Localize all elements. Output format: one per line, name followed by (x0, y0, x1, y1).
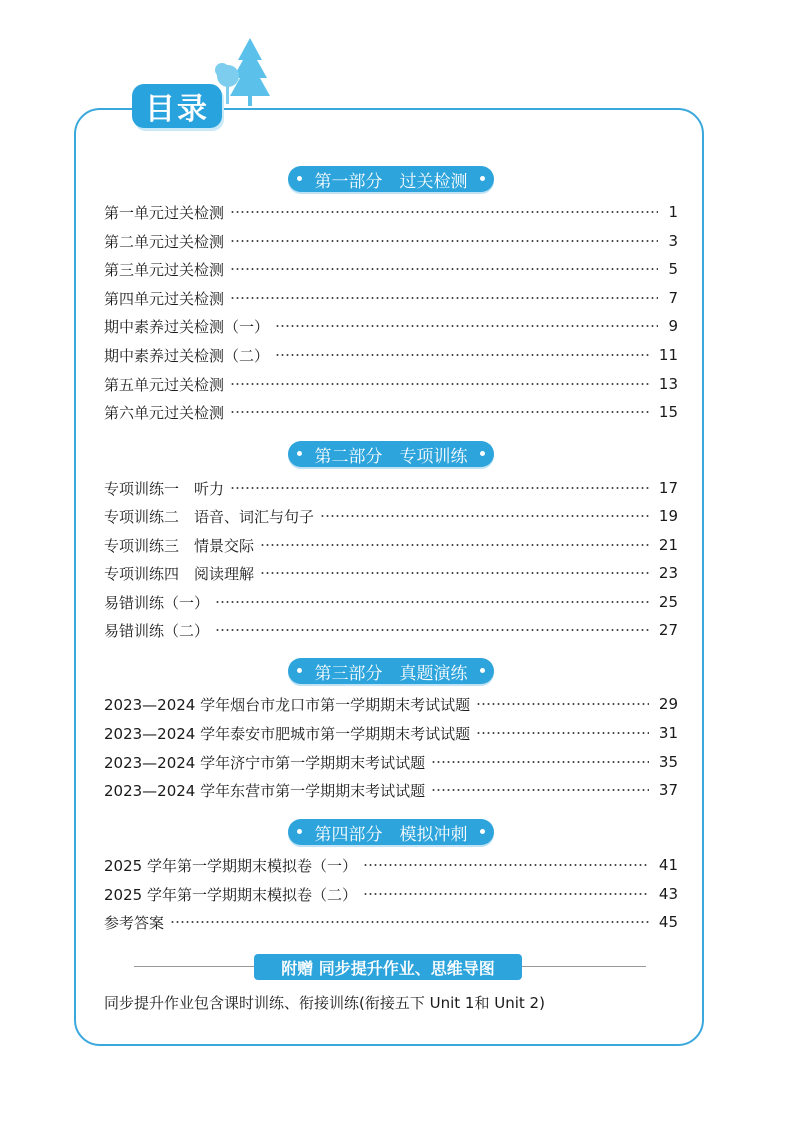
toc-entry-page: 9 (668, 317, 678, 335)
toc-entry[interactable] (104, 533, 678, 557)
toc-entry-title: 2025 学年第一学期期末模拟卷（一） (104, 856, 357, 875)
toc-entry[interactable] (104, 561, 678, 585)
toc-entry-title: 2023—2024 学年泰安市肥城市第一学期期末考试试题 (104, 724, 471, 743)
dot-leader (230, 411, 649, 413)
dot-icon (297, 829, 302, 834)
dot-icon (480, 176, 485, 181)
toc-entry[interactable] (104, 400, 678, 424)
toc-entry-page: 15 (658, 403, 678, 421)
dot-leader (260, 544, 649, 546)
dot-leader (230, 268, 658, 270)
toc-entry-page: 29 (658, 695, 678, 713)
toc-entry[interactable] (104, 372, 678, 396)
toc-entry-title: 2023—2024 学年东营市第一学期期末考试试题 (104, 781, 426, 800)
toc-entry-title: 第三单元过关检测 (104, 260, 225, 279)
section-header-label: 第三部分 真题演练 (314, 663, 468, 684)
toc-entry-title: 专项训练三 情景交际 (104, 536, 255, 555)
toc-entry-page: 35 (658, 753, 678, 771)
toc-entry-page: 25 (658, 593, 678, 611)
dot-icon (480, 451, 485, 456)
dot-leader (230, 211, 658, 213)
dot-icon (297, 668, 302, 673)
dot-icon (480, 668, 485, 673)
dot-icon (297, 176, 302, 181)
toc-entry-page: 21 (658, 536, 678, 554)
toc-entry-page: 11 (658, 346, 678, 364)
section-header (288, 658, 494, 684)
section-header (288, 166, 494, 192)
toc-entry[interactable] (104, 618, 678, 642)
toc-entry-page: 19 (658, 507, 678, 525)
toc-entry-page: 45 (658, 913, 678, 931)
toc-entry-page: 31 (658, 724, 678, 742)
toc-entry-title: 2025 学年第一学期期末模拟卷（二） (104, 885, 357, 904)
toc-entry-title: 第六单元过关检测 (104, 403, 225, 422)
toc-entry-page: 37 (658, 781, 678, 799)
toc-entry-title: 易错训练（一） (104, 593, 210, 612)
section-header (288, 819, 494, 845)
dot-leader (170, 921, 649, 923)
toc-entry-page: 43 (658, 885, 678, 903)
toc-entry-title: 期中素养过关检测（一） (104, 317, 270, 336)
section-header-label: 第二部分 专项训练 (314, 446, 468, 467)
toc-entry[interactable] (104, 590, 678, 614)
toc-entry-title: 第一单元过关检测 (104, 203, 225, 222)
dot-leader (230, 240, 658, 242)
toc-entry-title: 易错训练（二） (104, 621, 210, 640)
dot-leader (215, 629, 649, 631)
toc-entry-page: 13 (658, 375, 678, 393)
toc-entry-page: 3 (668, 232, 678, 250)
toc-entry[interactable] (104, 504, 678, 528)
dot-leader (275, 354, 649, 356)
toc-entry[interactable] (104, 778, 678, 802)
section-header-label: 第四部分 模拟冲刺 (314, 824, 468, 845)
toc-entry[interactable] (104, 229, 678, 253)
toc-entry-page: 41 (658, 856, 678, 874)
toc-title: 目录 (132, 84, 222, 128)
toc-entry-title: 专项训练二 语音、词汇与句子 (104, 507, 315, 526)
toc-entry-page: 1 (668, 203, 678, 221)
toc-entry[interactable] (104, 853, 678, 877)
toc-entry-title: 2023—2024 学年济宁市第一学期期末考试试题 (104, 753, 426, 772)
bonus-header: 附赠 同步提升作业、思维导图 (254, 954, 522, 980)
toc-entry[interactable] (104, 882, 678, 906)
toc-entry-title: 专项训练四 阅读理解 (104, 564, 255, 583)
toc-entry-title: 期中素养过关检测（二） (104, 346, 270, 365)
toc-entry-title: 参考答案 (104, 913, 165, 932)
toc-entry[interactable] (104, 286, 678, 310)
toc-entry-title: 第四单元过关检测 (104, 289, 225, 308)
toc-entry-title: 第五单元过关检测 (104, 375, 225, 394)
dot-leader (476, 703, 649, 705)
toc-entry[interactable] (104, 692, 678, 716)
section-header-label: 第一部分 过关检测 (314, 171, 468, 192)
dot-leader (363, 864, 649, 866)
dot-leader (230, 383, 649, 385)
toc-entry-page: 17 (658, 479, 678, 497)
dot-leader (431, 761, 649, 763)
toc-entry[interactable] (104, 476, 678, 500)
dot-leader (275, 325, 658, 327)
bonus-note: 同步提升作业包含课时训练、衔接训练(衔接五下 Unit 1和 Unit 2) (104, 994, 545, 1012)
toc-entry[interactable] (104, 750, 678, 774)
toc-entry-title: 2023—2024 学年烟台市龙口市第一学期期末考试试题 (104, 695, 471, 714)
dot-leader (320, 515, 649, 517)
toc-entry[interactable] (104, 721, 678, 745)
dot-leader (431, 789, 649, 791)
dot-icon (480, 829, 485, 834)
toc-entry-page: 23 (658, 564, 678, 582)
toc-entry[interactable] (104, 200, 678, 224)
toc-entry[interactable] (104, 314, 678, 338)
dot-leader (230, 297, 658, 299)
toc-entry-page: 7 (668, 289, 678, 307)
section-header (288, 441, 494, 467)
dot-leader (476, 732, 649, 734)
toc-entry[interactable] (104, 343, 678, 367)
dot-leader (230, 487, 649, 489)
toc-entry[interactable] (104, 910, 678, 934)
dot-leader (215, 601, 649, 603)
dot-leader (363, 893, 649, 895)
dot-icon (297, 451, 302, 456)
toc-entry-page: 27 (658, 621, 678, 639)
dot-leader (260, 572, 649, 574)
toc-entry-title: 第二单元过关检测 (104, 232, 225, 251)
toc-entry-title: 专项训练一 听力 (104, 479, 225, 498)
toc-entry-page: 5 (668, 260, 678, 278)
toc-entry[interactable] (104, 257, 678, 281)
